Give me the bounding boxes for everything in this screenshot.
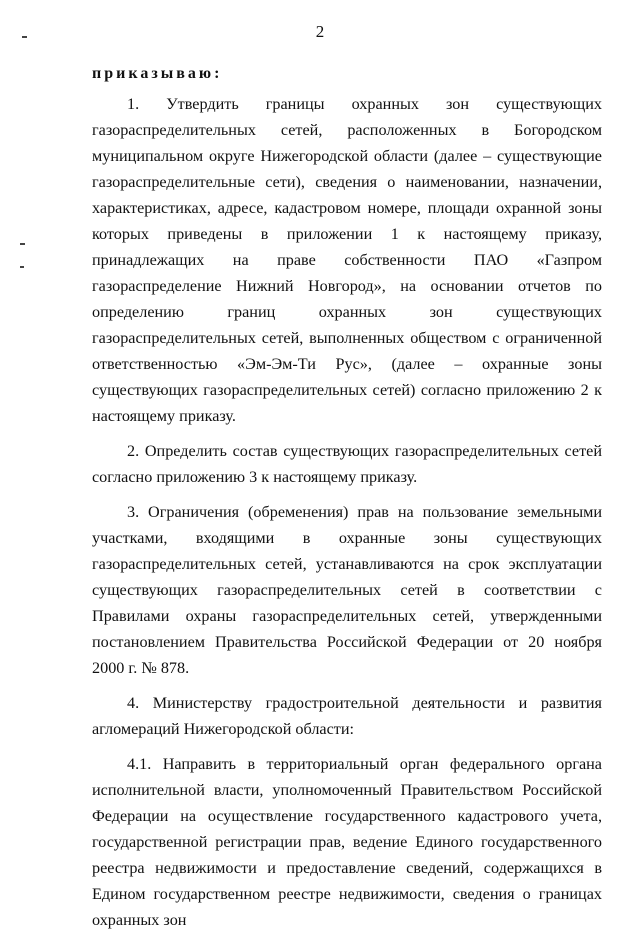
- order-heading: приказываю:: [92, 65, 223, 82]
- paragraph-3: 3. Ограничения (обременения) прав на пользование земельными участками, входящими в охранные зоны существующих газораспределительных сетей, устанавливаются на срок эксплуатации существующих газораспределительных сетей в соответствии с Правилами охраны газораспределительных сетей, утвержденными постановлением Правительства Российской Федерации от 20 ноября 2000 г. № 878.: [92, 503, 602, 677]
- paragraph-2: 2. Определить состав существующих газораспределительных сетей согласно приложению 3 к настоящему приказу.: [92, 442, 602, 486]
- document-body: [92, 91, 602, 942]
- paragraph-4-1: 4.1. Направить в территориальный орган федерального органа исполнительной власти, уполномоченный Правительством Российской Федерации на осуществление государственного кадастрового учета, государственной регистрации прав, ведение Единого государственного реестра недвижимости и предоставление сведений, содержащихся в Едином государственном реестре недвижимости, сведения о границах охранных зон: [92, 755, 602, 929]
- scan-mark: [20, 266, 24, 268]
- page-number: 2: [315, 22, 325, 41]
- scan-mark: [20, 243, 25, 245]
- paragraph-4: 4. Министерству градостроительной деятельности и развития агломераций Нижегородской области:: [92, 694, 602, 738]
- paragraph-1: 1. Утвердить границы охранных зон существующих газораспределительных сетей, расположенных в Богородском муниципальном округе Нижегородской области (далее – существующие газораспределительные сети), сведения о наименовании, назначении, характеристиках, адресе, кадастровом номере, площади охранной зоны которых приведены в приложении 1 к настоящему приказу, принадлежащих на праве собственности ПАО «Газпром газораспределение Нижний Новгород», на основании отчетов по определению границ охранных зон существующих газораспределительных сетей, выполненных обществом с ограниченной ответственностью «Эм-Эм-Ти Рус», (далее – охранные зоны существующих газораспределительных сетей) согласно приложению 2 к настоящему приказу.: [92, 95, 602, 425]
